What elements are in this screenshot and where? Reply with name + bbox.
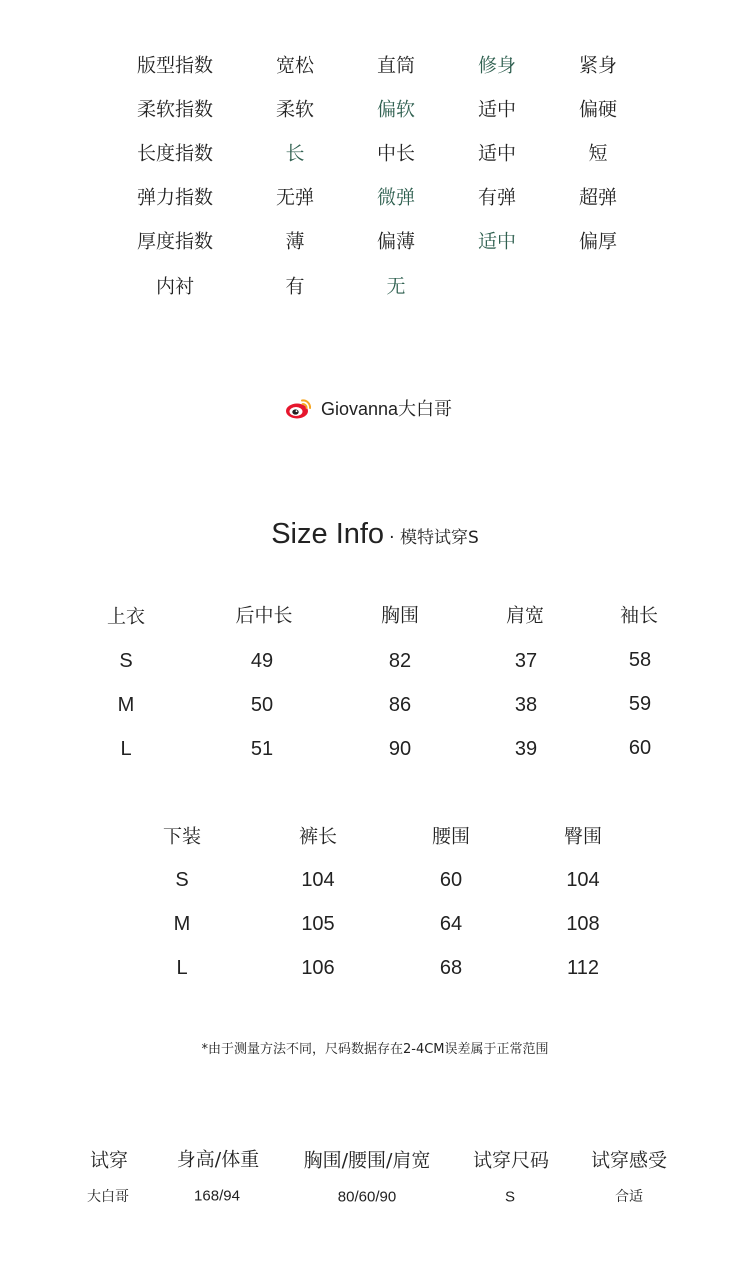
fabric-option-selected: 微弹: [376, 186, 416, 209]
table-header: 试穿感受: [590, 1149, 668, 1172]
fabric-option: 超弹: [578, 186, 618, 209]
table-cell: 68: [439, 957, 463, 979]
table-header: 试穿: [89, 1149, 129, 1172]
table-cell: 104: [566, 869, 600, 891]
fabric-row-label: 内衬: [155, 275, 195, 298]
table-cell: 104: [301, 869, 335, 891]
table-cell: 59: [628, 693, 652, 715]
weibo-handle: [285, 395, 452, 421]
table-header: 下装: [162, 825, 202, 848]
table-cell: 112: [567, 957, 599, 979]
table-header: 上衣: [106, 605, 146, 628]
table-header: 身高/体重: [176, 1148, 260, 1171]
table-cell: 大白哥: [87, 1189, 129, 1205]
fabric-option-selected: 无: [386, 275, 406, 298]
table-header: 后中长: [235, 604, 293, 627]
measurement-note: *由于测量方法不同，尺码数据存在2-4CM误差属于正常范围: [201, 1042, 549, 1057]
table-cell: 105: [301, 913, 335, 935]
table-cell: S: [119, 650, 133, 672]
fabric-option: 薄: [285, 230, 305, 253]
table-cell: L: [120, 738, 132, 760]
fabric-option: 偏厚: [578, 230, 618, 253]
fabric-option: 有弹: [477, 186, 517, 209]
fabric-option: 短: [588, 142, 608, 165]
fabric-option-selected: 适中: [477, 230, 517, 253]
table-cell: M: [173, 913, 191, 935]
fabric-option: 偏薄: [376, 230, 416, 253]
table-cell: 58: [628, 649, 652, 671]
table-cell: 38: [514, 694, 538, 716]
fabric-option: 直筒: [376, 54, 416, 77]
fabric-option: 偏硬: [578, 98, 618, 121]
table-cell: M: [117, 694, 135, 716]
fabric-option-selected: 修身: [477, 54, 517, 77]
table-header: 胸围/腰围/肩宽: [303, 1149, 431, 1172]
table-cell: S: [175, 869, 189, 891]
size-info-heading: Size Info: [271, 518, 385, 550]
table-cell: L: [176, 957, 188, 979]
fabric-option: 柔软: [275, 98, 315, 121]
table-cell: 80/60/90: [337, 1188, 397, 1206]
size-info-title: [0, 518, 750, 551]
fabric-option: 中长: [376, 142, 416, 165]
fabric-option: 无弹: [275, 186, 315, 209]
table-header: 试穿尺码: [472, 1149, 550, 1172]
fabric-option-selected: 长: [285, 142, 305, 165]
table-cell: 49: [250, 650, 274, 672]
table-cell: 108: [566, 913, 600, 935]
table-header: 臀围: [563, 825, 603, 848]
table-cell: 39: [514, 738, 538, 760]
size-info-model-note: · 模特试穿S: [389, 528, 479, 548]
fabric-row-label: 长度指数: [136, 142, 214, 165]
table-cell: 37: [514, 650, 538, 672]
fabric-row-label: 柔软指数: [136, 98, 214, 121]
fabric-row-label: 厚度指数: [136, 230, 214, 253]
fabric-option: 适中: [477, 98, 517, 121]
weibo-icon: [285, 396, 313, 420]
table-cell: 82: [388, 650, 412, 672]
fabric-option: 紧身: [578, 54, 618, 77]
table-cell: 168/94: [194, 1187, 240, 1205]
table-header: 腰围: [431, 825, 471, 848]
table-cell: 合适: [615, 1189, 643, 1205]
table-cell: 60: [628, 737, 652, 759]
table-header: 胸围: [380, 604, 420, 627]
fabric-row-label: 弹力指数: [136, 186, 214, 209]
table-cell: 90: [388, 738, 412, 760]
table-header: 裤长: [298, 825, 338, 848]
weibo-username: Giovanna大白哥: [321, 399, 453, 419]
table-header: 袖长: [619, 604, 659, 627]
fabric-row-label: 版型指数: [136, 54, 214, 77]
table-cell: S: [504, 1188, 516, 1206]
fabric-option-selected: 偏软: [376, 98, 416, 121]
table-cell: 60: [439, 869, 463, 891]
table-cell: 51: [250, 738, 274, 760]
table-header: 肩宽: [505, 604, 545, 627]
fabric-option: 宽松: [275, 54, 315, 77]
fabric-option: 有: [285, 275, 305, 298]
table-cell: 86: [388, 694, 412, 716]
table-cell: 106: [301, 957, 335, 979]
table-cell: 64: [439, 913, 463, 935]
table-cell: 50: [250, 694, 274, 716]
fabric-option: 适中: [477, 142, 517, 165]
